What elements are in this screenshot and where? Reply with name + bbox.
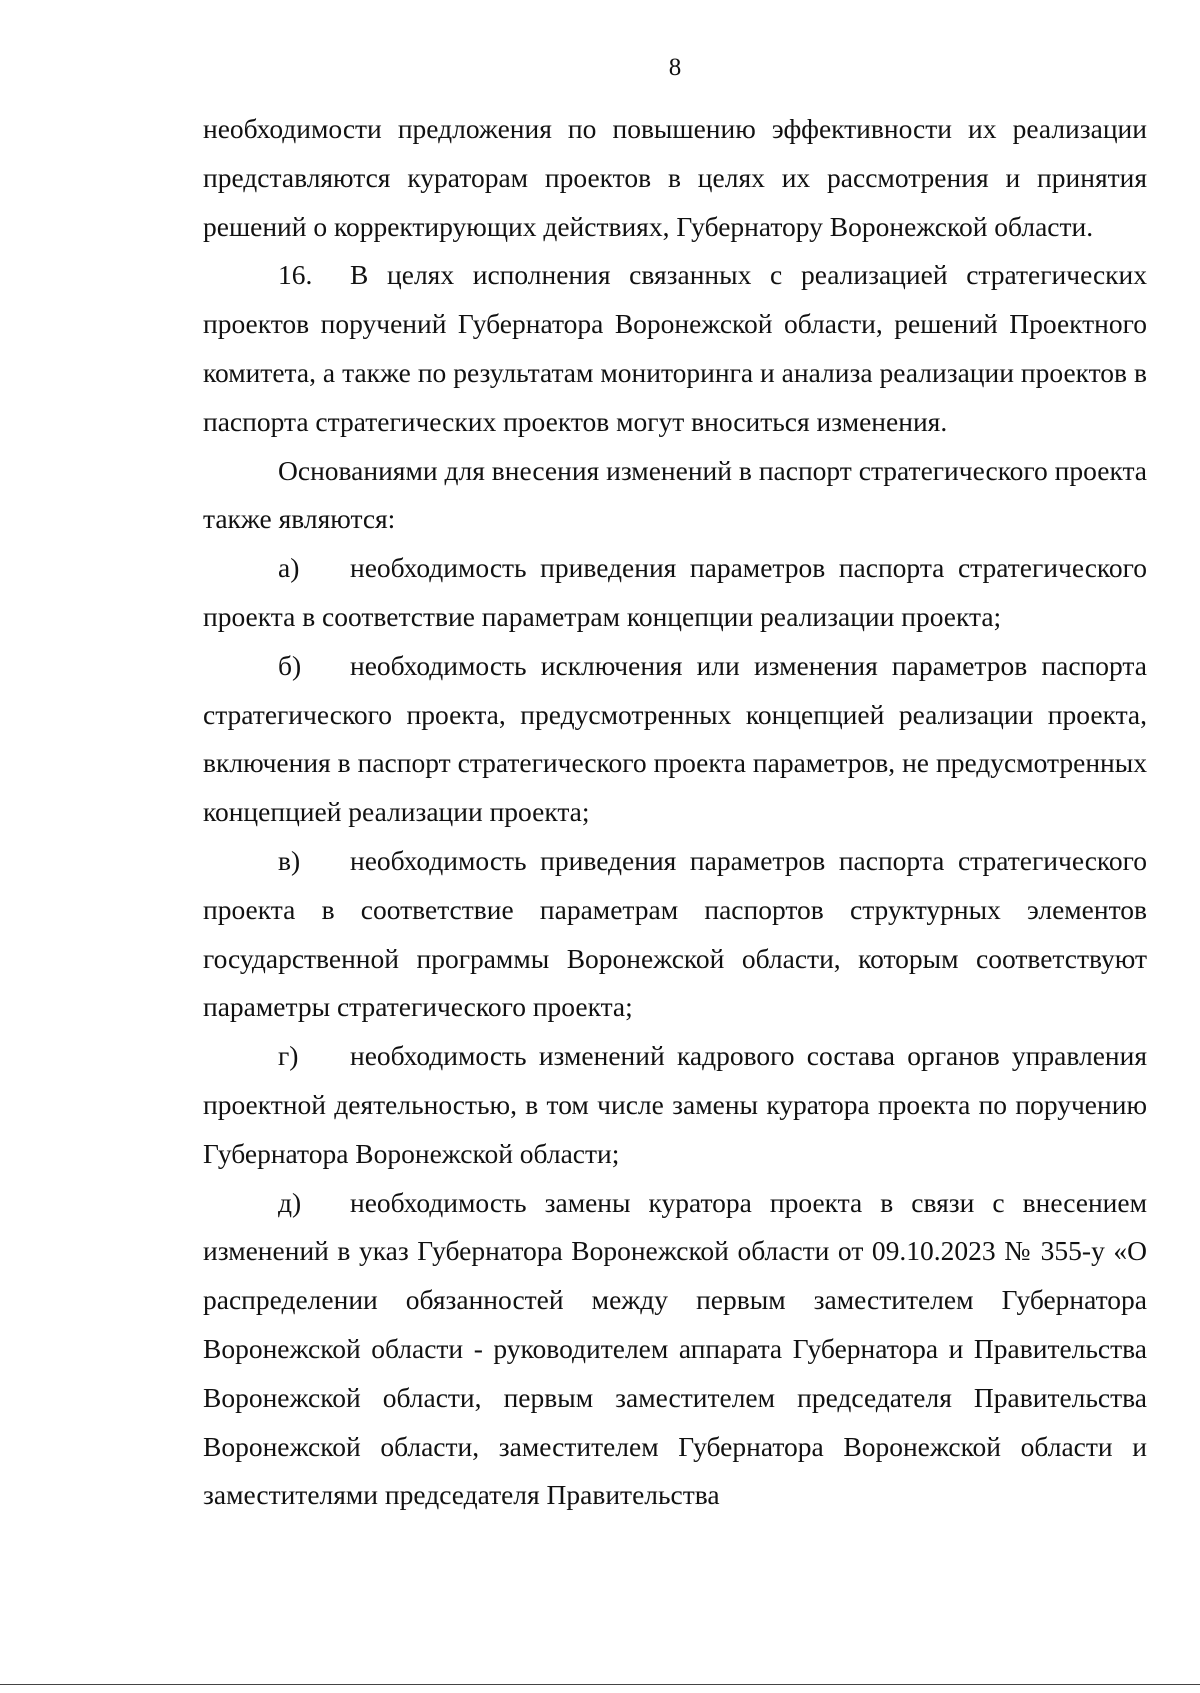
item-letter: а) [278,552,300,584]
paragraph-text: необходимость приведения параметров паспорта стратегического проекта в соответствие параметрам концепции реализации проекта; [203,552,1147,632]
paragraph-item-d [203,1179,1147,1521]
paragraph-continuation [203,105,1147,251]
paragraph-text: необходимость замены куратора проекта в связи с внесением изменений в указ Губернатора Воронежской области от 09.10.2023 № 355-у «О распределении обязанностей между первым заместителем Губернатора Воронежской области - руководителем аппарата Губернатора и Правительства Воронежской области, первым заместителем председателя Правительства Воронежской области, заместителем Губернатора Воронежской области и заместителями председателя Правительства [203,1186,1147,1511]
paragraph-text: необходимость приведения параметров паспорта стратегического проекта в соответствие параметрам паспортов структурных элементов государственной программы Воронежской области, которым соответствуют параметры стратегического проекта; [203,844,1147,1023]
paragraph-text: необходимость изменений кадрового состава органов управления проектной деятельностью, в том числе замены куратора проекта по поручению Губернатора Воронежской области; [203,1040,1147,1169]
page-bottom-rule [0,1684,1200,1685]
paragraph-text: необходимость исключения или изменения параметров паспорта стратегического проекта, предусмотренных концепцией реализации проекта, включения в паспорт стратегического проекта параметров, не предусмотренных концепцией реализации проекта; [203,649,1147,828]
item-letter: б) [278,649,302,681]
document-body [203,105,1147,1520]
item-letter: в) [278,844,301,876]
item-letter: д) [278,1186,302,1218]
paragraph-item-16 [203,251,1147,446]
paragraph-item-g [203,1032,1147,1178]
item-letter: г) [278,1040,299,1072]
item-number: 16. [278,259,313,291]
paragraph-text: необходимости предложения по повышению эффективности их реализации представляются кураторам проектов в целях их рассмотрения и принятия решений о корректирующих действиях, Губернатору Воронежской области. [203,113,1147,242]
paragraph-item-v [203,837,1147,1032]
paragraph-text: В целях исполнения связанных с реализацией стратегических проектов поручений Губернатора Воронежской области, решений Проектного комитета, а также по результатам мониторинга и анализа реализации проектов в паспорта стратегических проектов могут вноситься изменения. [203,259,1147,437]
page-number: 8 [668,54,682,81]
paragraph-item-b [203,642,1147,837]
paragraph-grounds-intro [203,447,1147,545]
paragraph-text: Основаниями для внесения изменений в паспорт стратегического проекта также являются: [203,454,1147,535]
paragraph-item-a [203,544,1147,642]
